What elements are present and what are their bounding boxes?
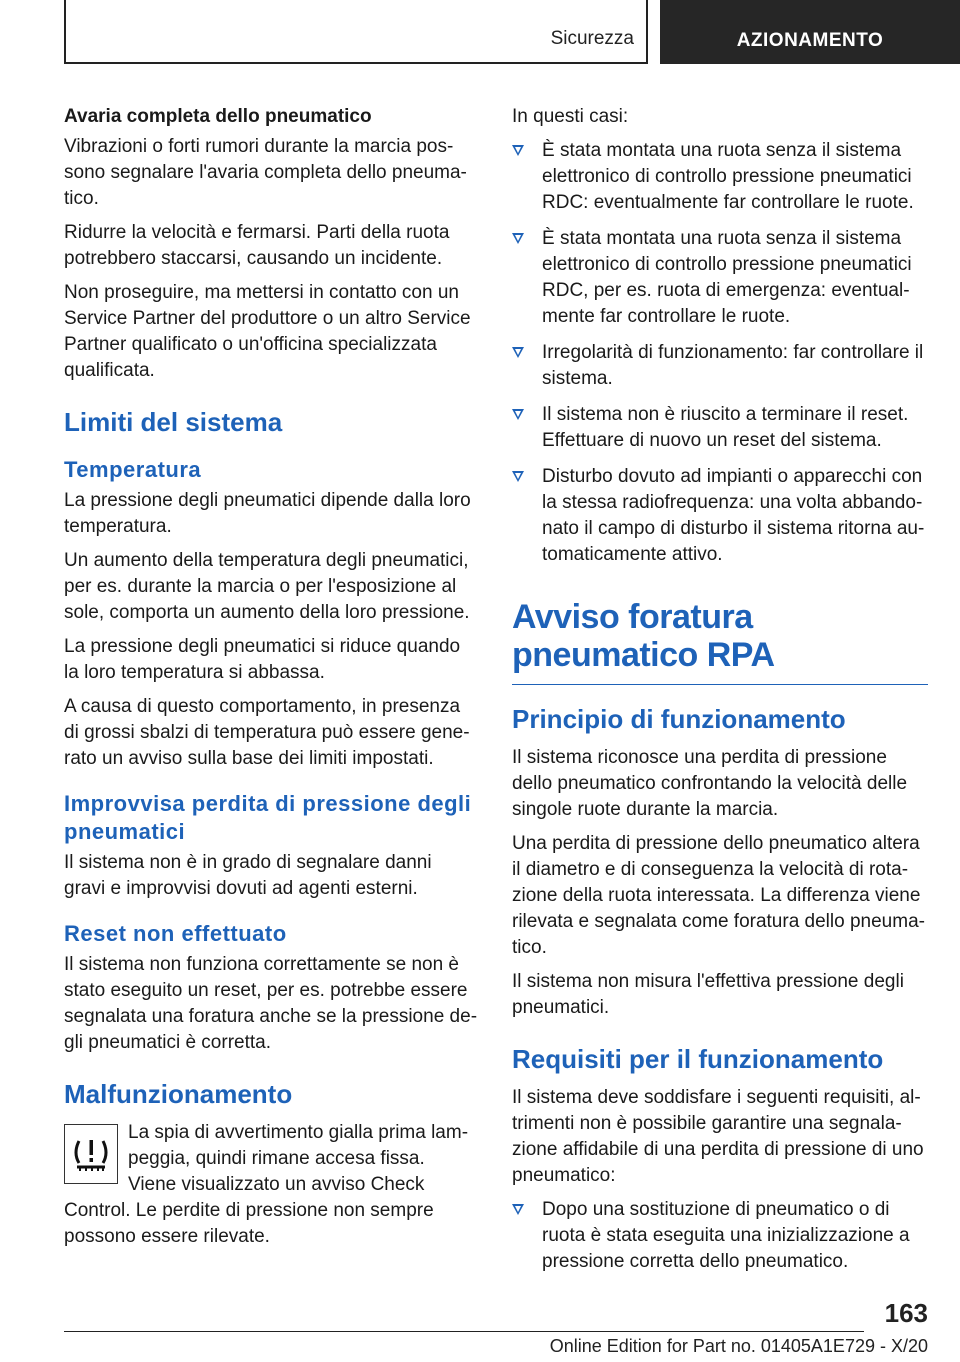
casi-list: [512, 138, 928, 568]
footer-divider: [64, 1331, 864, 1332]
triangle-bullet-icon: [512, 233, 524, 244]
list-item: [512, 340, 928, 392]
reset-paragraph-1: Il sistema non funziona correttamente se non è stato eseguito un reset, per es. potrebbe essere segnalata una foratura anche se la pressione degli pneumatici è corretta.: [64, 954, 478, 1053]
tire-pressure-warning-icon: [64, 1124, 118, 1184]
header-chapter-label: AZIONAMENTO: [736, 30, 884, 51]
principio-paragraph-2: Una perdita di pressione dello pneumatico altera il diametro e di conseguenza la velocità di rotazione della ruota interessata. La differenza viene rilevata e segnalata come foratura dello pneumatico.: [512, 833, 925, 958]
temperatura-heading: Temperatura: [64, 457, 202, 482]
requisiti-paragraph-1: Il sistema deve soddisfare i seguenti requisiti, altrimenti non è possibile garantire una segnalazione affidabile di una perdita di pressione di uno pneumatico:: [512, 1087, 924, 1186]
page-number: 163: [884, 1298, 928, 1328]
triangle-bullet-icon: [512, 1204, 524, 1215]
reset-heading: Reset non effettuato: [64, 921, 287, 946]
triangle-bullet-icon: [512, 347, 524, 358]
avaria-paragraph-2: Ridurre la velocità e fermarsi. Parti della ruota potrebbero staccarsi, causando un incidente.: [64, 222, 450, 269]
temperatura-paragraph-3: La pressione degli pneumatici si riduce quando la loro temperatura si abbassa.: [64, 636, 461, 683]
list-item: [512, 1197, 928, 1275]
list-item-text: Il sistema non è riuscito a terminare il reset. Effettuare di nuovo un reset del sistema.: [542, 404, 909, 451]
header-section-tab: [64, 0, 648, 64]
temperatura-paragraph-1: La pressione degli pneumatici dipende dalla loro temperatura.: [64, 490, 471, 537]
principio-heading: Principio di funzionamento: [512, 704, 846, 734]
principio-paragraph-1: Il sistema riconosce una perdita di pressione dello pneumatico confrontando la velocità delle singole ruote durante la marcia.: [512, 747, 908, 820]
list-item: [512, 226, 928, 330]
list-item-text: Irregolarità di funzionamento: far controllare il sistema.: [542, 342, 924, 389]
requisiti-list: [512, 1197, 928, 1275]
chapter-divider: [512, 684, 928, 685]
header-chapter-tab: [660, 0, 960, 64]
casi-intro: In questi casi:: [512, 106, 629, 127]
principio-paragraph-3: Il sistema non misura l'effettiva pressione degli pneumatici.: [512, 971, 904, 1018]
requisiti-heading: Requisiti per il funzionamento: [512, 1044, 884, 1074]
avaria-paragraph-1: Vibrazioni o forti rumori durante la marcia possono segnalare l'avaria completa dello pneumatico.: [64, 136, 467, 209]
temperatura-paragraph-2: Un aumento della temperatura degli pneumatici, per es. durante la marcia o per l'esposizione al sole, comporta un aumento della loro pressione.: [64, 550, 470, 623]
triangle-bullet-icon: [512, 471, 524, 482]
improvvisa-paragraph-1: Il sistema non è in grado di segnalare danni gravi e improvvisi dovuti ad agenti esterni.: [64, 852, 432, 899]
left-column: [64, 104, 478, 1258]
triangle-bullet-icon: [512, 145, 524, 156]
malfunzionamento-paragraph-1: La spia di avvertimento gialla prima lampeggia, quindi rimane accesa fissa. Viene visualizzato un avviso Check Control. Le perdite di pressione non sempre possono essere rilevate.: [64, 1122, 469, 1247]
avaria-heading: Avaria completa dello pneumatico: [64, 106, 372, 127]
list-item-text: È stata montata una ruota senza il sistema elettronico di controllo pressione pneumatici RDC: eventualmente far controllare le ruote.: [542, 140, 914, 213]
avaria-paragraph-3: Non proseguire, ma mettersi in contatto con un Service Partner del produttore o un altro Service Partner qualificato o un'officina specializzata qualificata.: [64, 282, 471, 381]
temperatura-paragraph-4: A causa di questo comportamento, in presenza di grossi sbalzi di temperatura può essere generato un avviso sulla base dei limiti impostati.: [64, 696, 470, 769]
list-item: [512, 138, 928, 216]
malfunzionamento-block: [64, 1120, 478, 1250]
list-item-text: Dopo una sostituzione di pneumatico o di ruota è stata eseguita una inizializzazione a pressione corretta dello pneumatico.: [542, 1199, 910, 1272]
list-item: [512, 402, 928, 454]
list-item: [512, 464, 928, 568]
footer-edition: Online Edition for Part no. 01405A1E729 - X/20: [549, 1336, 928, 1356]
limiti-heading: Limiti del sistema: [64, 407, 283, 437]
right-column: [512, 104, 928, 1285]
rpa-heading: Avviso foratura pneumatico RPA: [512, 598, 775, 674]
header-section-label: Sicurezza: [550, 28, 634, 49]
improvvisa-heading: Improvvisa perdita di pressione degli pneumatici: [64, 791, 472, 844]
list-item-text: È stata montata una ruota senza il sistema elettronico di controllo pressione pneumatici RDC, per es. ruota di emergenza: eventualmente far controllare le ruote.: [542, 228, 912, 327]
list-item-text: Disturbo dovuto ad impianti o apparecchi con la stessa radiofrequenza: una volta abbandonato il campo di disturbo il sistema ritorna automaticamente attivo.: [542, 466, 925, 565]
malfunzionamento-heading: Malfunzionamento: [64, 1079, 293, 1109]
triangle-bullet-icon: [512, 409, 524, 420]
